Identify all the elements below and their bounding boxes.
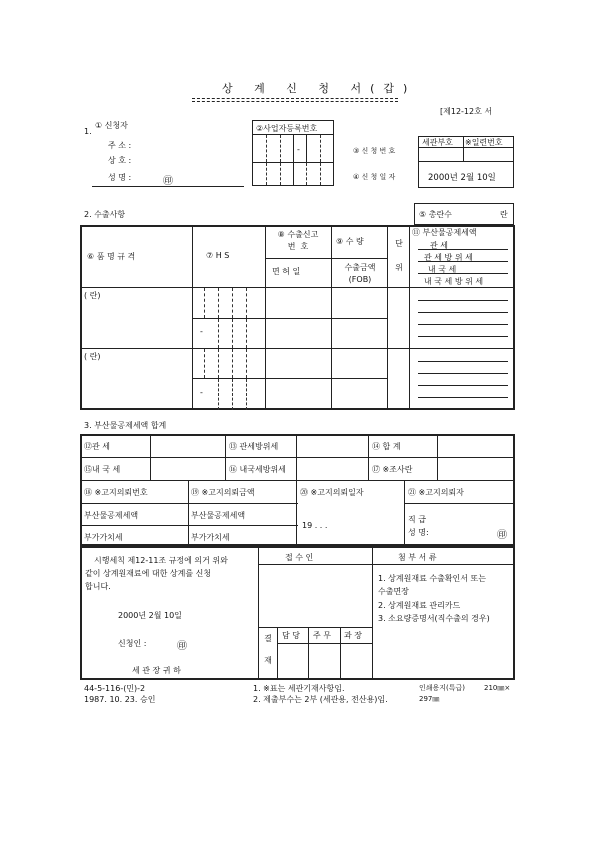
attachments-header: 첨 부 서 류 xyxy=(398,553,437,562)
notice-no: ⑱ ※고지의뢰번호 xyxy=(84,488,148,497)
divider xyxy=(437,434,438,480)
title-underline-2 xyxy=(192,101,398,102)
col-export-amt: 수출금액 (FOB) xyxy=(344,263,376,284)
approver-2: 주 무 xyxy=(313,631,331,640)
col-domestic-surtax: 내 국 세 방 위 세 xyxy=(424,277,484,286)
attachment-3: 3. 소요량증명서(직수출의 경우) xyxy=(378,614,490,623)
col-qty: ⑨ 수 량 xyxy=(336,237,364,246)
applicant-header: ① 신청자 xyxy=(95,121,128,130)
divider xyxy=(265,258,387,259)
col-item: ⑥ 품 명 규 격 xyxy=(87,252,136,261)
divider xyxy=(418,397,508,398)
divider xyxy=(246,349,247,378)
reception-header: 접 수 인 xyxy=(285,553,314,562)
divider xyxy=(232,319,233,348)
approver-1: 담 당 xyxy=(282,631,300,640)
divider xyxy=(218,349,219,378)
position-label: 직 급 xyxy=(408,515,426,524)
divider xyxy=(368,434,369,480)
notice-date-value: 19 . . . xyxy=(302,521,328,530)
divider xyxy=(232,379,233,410)
address-label: 주 소 : xyxy=(108,141,132,150)
attachment-1b: 수출면장 xyxy=(378,587,409,596)
notice-amt: ⑲ ※고지의뢰금액 xyxy=(191,488,255,497)
statement-line-2: 같이 상계원재료에 대한 상계를 신청 xyxy=(85,569,212,578)
divider xyxy=(225,434,226,480)
divider xyxy=(204,288,205,318)
divider xyxy=(277,643,372,644)
paper-type: 인쇄용지(특급) xyxy=(419,684,466,692)
col-hs: ⑦ H S xyxy=(206,251,230,260)
row-2-dash: - xyxy=(200,388,203,397)
divider xyxy=(232,349,233,378)
divider xyxy=(80,525,298,526)
divider xyxy=(266,135,267,162)
byproduct-label-2: 부산물공제세액 xyxy=(191,511,246,520)
apply-date-label: ④ 신 청 일 자 xyxy=(353,173,396,181)
divider xyxy=(404,503,515,504)
divider xyxy=(246,288,247,318)
addressee: 세 관 장 귀 하 xyxy=(132,666,181,675)
divider xyxy=(80,503,298,504)
divider xyxy=(418,300,508,301)
divider xyxy=(266,163,267,185)
col-byproduct-tax: ⑪ 부산물공제세액 xyxy=(412,228,477,237)
col-customs-surtax: 관 세 방 위 세 xyxy=(424,253,473,262)
approver-3: 과 장 xyxy=(344,631,362,640)
divider xyxy=(306,135,307,162)
section-1-label: 1. xyxy=(84,127,92,136)
divider xyxy=(418,361,508,362)
divider xyxy=(418,336,508,337)
divider xyxy=(387,225,388,410)
vat-label-2: 부가가치세 xyxy=(191,533,230,542)
sum-domestic: ⑮내 국 세 xyxy=(84,465,121,474)
row-1-label: ( 란) xyxy=(84,291,101,300)
col-license-date: 면 허 일 xyxy=(272,267,301,276)
byproduct-label: 부산물공제세액 xyxy=(84,511,139,520)
row-1-dash: - xyxy=(200,327,203,336)
divider xyxy=(320,135,321,162)
applicant-underline xyxy=(92,186,244,187)
col-export-decl: ⑧ 수출신고 번 호 xyxy=(277,230,319,251)
customs-code-label: 세관부호 xyxy=(422,138,453,147)
paper-size-h: 297㎜ xyxy=(419,695,440,703)
seal-mark: ㊞ xyxy=(497,530,507,541)
divider xyxy=(150,434,151,480)
divider xyxy=(204,349,205,378)
seal-mark: ㊞ xyxy=(177,641,187,652)
col-unit: 단 위 xyxy=(395,239,403,272)
divider xyxy=(372,546,373,680)
footer-note-2: 2. 제출부수는 2부 (세관용, 전산용)임. xyxy=(253,695,388,704)
sum-domestic-surtax: ⑯ 내국세방위세 xyxy=(229,465,286,474)
statement-date: 2000년 2월 10일 xyxy=(118,611,182,620)
divider xyxy=(218,319,219,348)
divider xyxy=(409,225,410,410)
divider xyxy=(80,348,515,349)
name-label: 성 명 : xyxy=(108,173,132,182)
divider xyxy=(246,379,247,410)
seal-mark: ㊞ xyxy=(163,176,173,187)
biz-reg-label: ②사업자등록번호 xyxy=(256,124,318,133)
divider xyxy=(218,288,219,318)
apply-no-label: ③ 신 청 번 호 xyxy=(353,147,396,155)
vat-label: 부가가치세 xyxy=(84,533,123,542)
divider xyxy=(418,385,508,386)
paper-size-w: 210㎜× xyxy=(484,684,511,692)
divider xyxy=(320,163,321,185)
notice-person: ㉑ ※고지의뢰자 xyxy=(408,488,464,497)
approved-date: 1987. 10. 23. 승인 xyxy=(84,695,156,704)
form-title: 상 계 신 청 서(갑) xyxy=(222,82,417,95)
divider xyxy=(277,627,278,680)
divider xyxy=(418,373,508,374)
divider xyxy=(192,378,387,379)
form-code: 44-5-116-(민)-2 xyxy=(84,684,146,693)
biz-dash: - xyxy=(297,145,300,154)
divider xyxy=(306,163,307,185)
col-customs-duty: 관 세 xyxy=(430,241,448,250)
divider xyxy=(80,287,515,288)
attachment-2: 2. 상계원재료 관리카드 xyxy=(378,601,461,610)
divider xyxy=(293,135,294,162)
total-count-label: ⑤ 총란수 xyxy=(419,210,452,219)
divider xyxy=(308,627,309,680)
divider xyxy=(258,564,515,565)
divider xyxy=(463,136,464,161)
statement-applicant: 신청인 : xyxy=(118,639,147,648)
section-3-label: 3. 부산물공제세액 합계 xyxy=(84,421,167,430)
person-name-label: 성 명: xyxy=(408,528,429,537)
divider xyxy=(280,135,281,162)
divider xyxy=(80,480,515,481)
notice-date: ⑳ ※고지의뢰일자 xyxy=(300,488,364,497)
apply-date-value: 2000년 2월 10일 xyxy=(428,173,496,183)
ran-label: 란 xyxy=(500,210,508,219)
divider xyxy=(280,163,281,185)
sum-customs: ⑫관 세 xyxy=(84,442,110,451)
divider xyxy=(418,312,508,313)
divider xyxy=(418,324,508,325)
row-2-label: ( 란) xyxy=(84,352,101,361)
company-label: 상 호 : xyxy=(108,156,132,165)
divider xyxy=(232,288,233,318)
divider xyxy=(418,273,508,274)
sum-inspector: ⑰ ※조사란 xyxy=(372,465,413,474)
divider xyxy=(418,161,514,162)
divider xyxy=(404,480,405,546)
divider xyxy=(418,261,508,262)
sum-customs-surtax: ⑬ 관세방위세 xyxy=(229,442,279,451)
footer-note-1: 1. ※표는 세관기재사항임. xyxy=(253,684,345,693)
divider xyxy=(192,318,387,319)
approval-label: 결 재 xyxy=(264,634,272,665)
form-number: [제12-12호 서 xyxy=(440,107,493,116)
col-domestic-tax: 내 국 세 xyxy=(428,265,457,274)
divider xyxy=(340,627,341,680)
divider xyxy=(293,163,294,185)
title-underline xyxy=(192,98,398,99)
sum-total: ⑭ 합 계 xyxy=(372,442,401,451)
attachment-1: 1. 상계원재료 수출확인서 또는 xyxy=(378,574,486,583)
divider xyxy=(418,249,508,250)
divider xyxy=(188,480,189,546)
divider xyxy=(80,457,515,458)
section-2-label: 2. 수출사항 xyxy=(84,210,126,219)
divider xyxy=(296,434,297,546)
divider xyxy=(246,319,247,348)
statement-line-3: 합니다. xyxy=(85,582,111,591)
divider xyxy=(218,379,219,410)
statement-line-1: 시행세칙 제12-11조 규정에 의거 위와 xyxy=(94,556,228,565)
serial-no-label: ※일련번호 xyxy=(465,138,503,147)
